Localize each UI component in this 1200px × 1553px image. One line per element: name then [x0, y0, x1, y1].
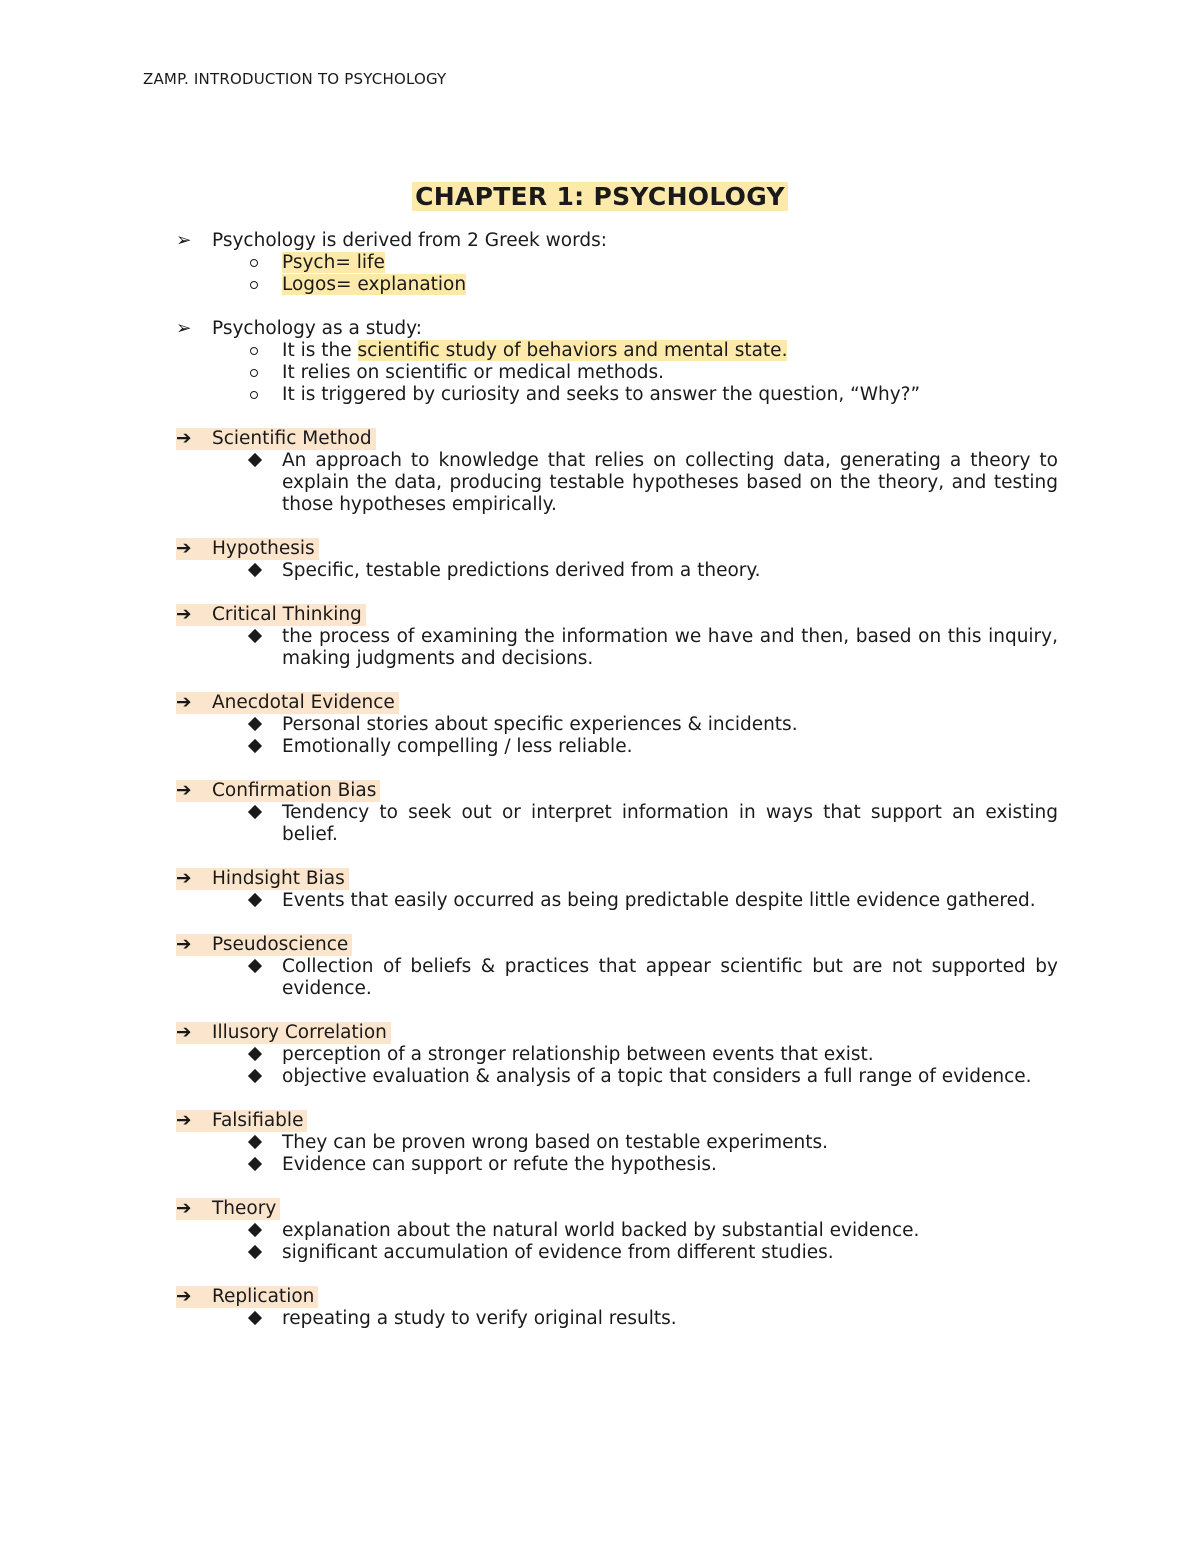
intro-heading-text: Psychology is derived from 2 Greek words: — [212, 230, 607, 251]
diamond-bullet-icon — [248, 1132, 274, 1154]
diamond-shape — [248, 893, 262, 907]
term-highlight — [176, 692, 399, 714]
term-definition — [176, 1044, 1058, 1066]
term-section — [176, 1110, 1058, 1176]
term-definition — [176, 1308, 1058, 1330]
term-name: Confirmation Bias — [212, 780, 377, 801]
intro-section — [176, 318, 1058, 406]
diamond-bullet-icon — [248, 1066, 274, 1088]
term-definition — [176, 626, 1058, 670]
diamond-bullet-icon — [248, 1242, 274, 1264]
term-definition — [176, 1154, 1058, 1176]
circle-shape — [250, 259, 258, 267]
diamond-bullet-icon — [248, 956, 274, 978]
term-name: Pseudoscience — [212, 934, 349, 955]
term-section — [176, 780, 1058, 846]
term-heading — [176, 1198, 1058, 1220]
right-arrow-icon: ➔ — [176, 1286, 192, 1307]
definition-text: Events that easily occurred as being predictable despite little evidence gathered. — [282, 890, 1036, 911]
term-highlight — [176, 1198, 280, 1220]
diamond-shape — [248, 739, 262, 753]
term-section — [176, 692, 1058, 758]
diamond-shape — [248, 1245, 262, 1259]
term-highlight — [176, 604, 366, 626]
diamond-shape — [248, 563, 262, 577]
term-section — [176, 1286, 1058, 1330]
intro-section — [176, 230, 1058, 296]
term-heading — [176, 692, 1058, 714]
term-name: Scientific Method — [212, 428, 372, 449]
circle-bullet-icon — [248, 252, 274, 274]
term-section — [176, 428, 1058, 516]
term-section — [176, 934, 1058, 1000]
intro-item — [176, 384, 1058, 406]
intro-heading-text: Psychology as a study: — [212, 318, 422, 339]
right-arrow-icon: ➔ — [176, 868, 192, 889]
term-highlight — [176, 934, 352, 956]
term-definition — [176, 714, 1058, 736]
diamond-shape — [248, 1223, 262, 1237]
intro-item — [176, 274, 1058, 296]
term-name: Theory — [212, 1198, 277, 1219]
term-section — [176, 1198, 1058, 1264]
term-section — [176, 868, 1058, 912]
definition-text: Specific, testable predictions derived from a theory. — [282, 560, 761, 581]
term-name: Hindsight Bias — [212, 868, 345, 889]
diamond-shape — [248, 629, 262, 643]
diamond-bullet-icon — [248, 802, 274, 824]
intro-item-text: Psych= life — [282, 252, 385, 273]
definition-text: Evidence can support or refute the hypothesis. — [282, 1154, 717, 1175]
term-highlight — [176, 538, 319, 560]
circle-bullet-icon — [248, 340, 274, 362]
intro-heading — [176, 230, 1058, 252]
term-section — [176, 604, 1058, 670]
intro-heading — [176, 318, 1058, 340]
term-name: Illusory Correlation — [212, 1022, 387, 1043]
term-definition — [176, 956, 1058, 1000]
diamond-bullet-icon — [248, 1220, 274, 1242]
circle-shape — [250, 369, 258, 377]
diamond-bullet-icon — [248, 1154, 274, 1176]
intro-item — [176, 252, 1058, 274]
term-highlight — [176, 780, 380, 802]
term-heading — [176, 780, 1058, 802]
intro-item-text: Logos= explanation — [282, 274, 467, 295]
diamond-bullet-icon — [248, 890, 274, 912]
right-arrow-icon: ➔ — [176, 692, 192, 713]
term-name: Hypothesis — [212, 538, 315, 559]
diamond-bullet-icon — [248, 1044, 274, 1066]
diamond-shape — [248, 453, 262, 467]
term-name: Critical Thinking — [212, 604, 362, 625]
term-definition — [176, 802, 1058, 846]
notes-content — [176, 230, 1058, 1352]
definition-text: Tendency to seek out or interpret information in ways that support an existing belief. — [282, 802, 1058, 845]
diamond-bullet-icon — [248, 626, 274, 648]
diamond-shape — [248, 805, 262, 819]
page-title: CHAPTER 1: PSYCHOLOGY — [412, 182, 788, 211]
diamond-shape — [248, 1069, 262, 1083]
diamond-bullet-icon — [248, 560, 274, 582]
diamond-bullet-icon — [248, 450, 274, 472]
circle-shape — [250, 281, 258, 289]
term-definition — [176, 736, 1058, 758]
intro-item-highlight: scientific study of behaviors and mental state. — [357, 340, 788, 361]
right-arrow-icon: ➔ — [176, 604, 192, 625]
term-name: Falsifiable — [212, 1110, 304, 1131]
term-definition — [176, 1132, 1058, 1154]
definition-text: Emotionally compelling / less reliable. — [282, 736, 633, 757]
definition-text: explanation about the natural world backed by substantial evidence. — [282, 1220, 920, 1241]
term-highlight — [176, 868, 349, 890]
definition-text: the process of examining the information we have and then, based on this inquiry, making judgments and decisions. — [282, 626, 1058, 669]
right-arrow-icon: ➔ — [176, 1110, 192, 1131]
term-definition — [176, 1220, 1058, 1242]
diamond-bullet-icon — [248, 1308, 274, 1330]
intro-item-prefix: It is the — [282, 340, 358, 361]
term-section — [176, 1022, 1058, 1088]
diamond-shape — [248, 1311, 262, 1325]
diamond-shape — [248, 959, 262, 973]
term-heading — [176, 538, 1058, 560]
intro-item — [176, 362, 1058, 384]
right-arrow-icon: ➔ — [176, 1022, 192, 1043]
term-definition — [176, 450, 1058, 516]
right-arrow-icon: ➔ — [176, 428, 192, 449]
term-definition — [176, 890, 1058, 912]
term-heading — [176, 868, 1058, 890]
diamond-shape — [248, 1157, 262, 1171]
title-wrap — [0, 182, 1200, 211]
definition-text: repeating a study to verify original results. — [282, 1308, 677, 1329]
definition-text: objective evaluation & analysis of a topic that considers a full range of evidence. — [282, 1066, 1032, 1087]
term-heading — [176, 934, 1058, 956]
intro-item-text: It is triggered by curiosity and seeks to answer the question, “Why?” — [282, 384, 921, 405]
diamond-bullet-icon — [248, 736, 274, 758]
definition-text: Collection of beliefs & practices that appear scientific but are not supported by evidence. — [282, 956, 1058, 999]
right-arrow-icon: ➔ — [176, 780, 192, 801]
term-highlight — [176, 428, 376, 450]
circle-shape — [250, 391, 258, 399]
right-arrow-icon: ➔ — [176, 934, 192, 955]
circle-shape — [250, 347, 258, 355]
diamond-shape — [248, 1047, 262, 1061]
term-name: Replication — [212, 1286, 315, 1307]
diamond-bullet-icon — [248, 714, 274, 736]
term-highlight — [176, 1286, 318, 1308]
term-definition — [176, 1066, 1058, 1088]
term-definition — [176, 1242, 1058, 1264]
definition-text: significant accumulation of evidence from different studies. — [282, 1242, 834, 1263]
term-section — [176, 538, 1058, 582]
term-name: Anecdotal Evidence — [212, 692, 395, 713]
intro-item — [176, 340, 1058, 362]
right-arrow-icon: ➔ — [176, 538, 192, 559]
diamond-shape — [248, 1135, 262, 1149]
term-definition — [176, 560, 1058, 582]
arrowhead-bullet-icon: ➢ — [176, 230, 192, 251]
term-heading — [176, 604, 1058, 626]
term-highlight — [176, 1110, 307, 1132]
arrowhead-bullet-icon: ➢ — [176, 318, 192, 339]
circle-bullet-icon — [248, 362, 274, 384]
definition-text: They can be proven wrong based on testable experiments. — [282, 1132, 828, 1153]
term-heading — [176, 428, 1058, 450]
term-highlight — [176, 1022, 391, 1044]
term-heading — [176, 1286, 1058, 1308]
definition-text: An approach to knowledge that relies on collecting data, generating a theory to explain the data, producing testable hypotheses based on the theory, and testing those hypotheses empirically. — [282, 450, 1058, 515]
term-heading — [176, 1110, 1058, 1132]
diamond-shape — [248, 717, 262, 731]
definition-text: Personal stories about specific experiences & incidents. — [282, 714, 798, 735]
circle-bullet-icon — [248, 384, 274, 406]
intro-item-text: It relies on scientific or medical methods. — [282, 362, 665, 383]
term-heading — [176, 1022, 1058, 1044]
right-arrow-icon: ➔ — [176, 1198, 192, 1219]
definition-text: perception of a stronger relationship between events that exist. — [282, 1044, 874, 1065]
document-header: ZAMP. INTRODUCTION TO PSYCHOLOGY — [143, 70, 447, 88]
circle-bullet-icon — [248, 274, 274, 296]
